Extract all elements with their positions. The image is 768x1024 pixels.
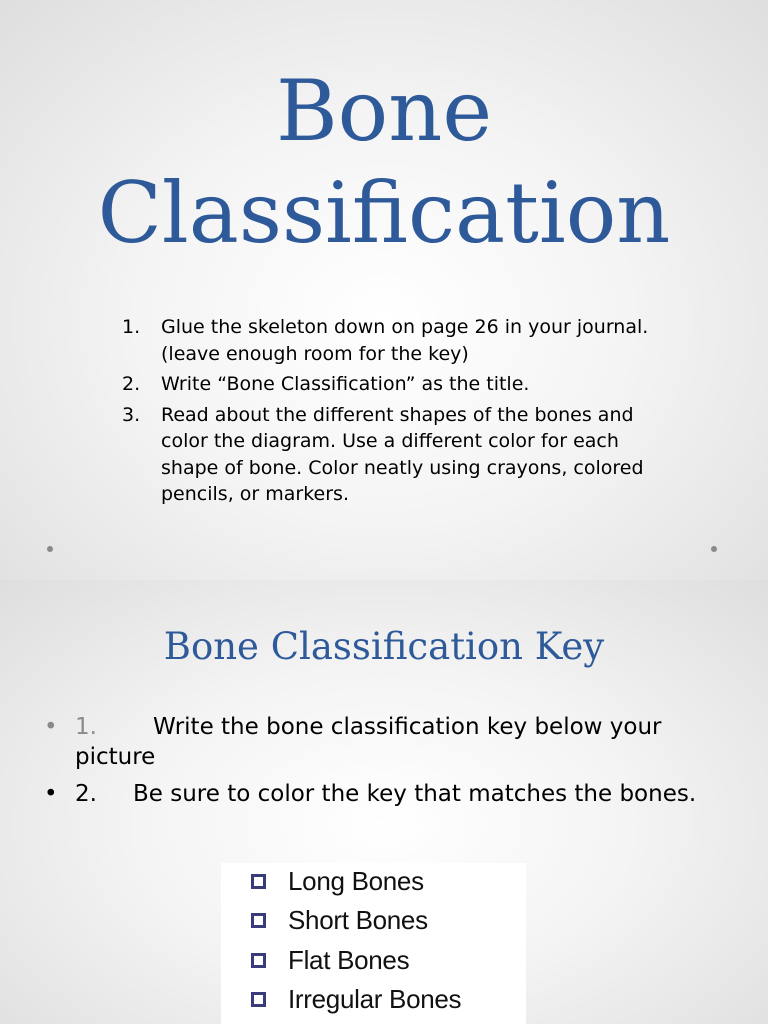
title-line-2: Classification xyxy=(97,164,671,262)
instruction-item xyxy=(120,314,660,367)
instruction-item xyxy=(120,371,660,398)
classification-key-box xyxy=(221,863,526,1024)
key-item-long-bones xyxy=(251,863,424,899)
instruction-text: Read about the different shapes of the bones and color the diagram. Use a different color for each shape of bone. Color neatly using crayons, colored pencils, or markers. xyxy=(161,403,644,505)
instruction-list xyxy=(120,314,660,512)
instruction-text: Glue the skeleton down on page 26 in your journal. (leave enough room for the key) xyxy=(161,316,649,365)
key-step-text: Write the bone classification key below your picture xyxy=(75,714,662,770)
checkbox-icon xyxy=(251,992,266,1007)
slide-bone-classification-key xyxy=(0,580,768,1024)
empty-bullet-right-icon xyxy=(711,546,717,552)
instruction-text: Write “Bone Classification” as the title. xyxy=(161,373,530,395)
checkbox-icon xyxy=(251,874,266,889)
key-slide-title: Bone Classification Key xyxy=(163,625,605,668)
key-item-label: Short Bones xyxy=(288,904,428,935)
key-item-label: Irregular Bones xyxy=(288,983,462,1014)
key-step-text: Be sure to color the key that matches the bones. xyxy=(133,781,697,807)
key-item-irregular-bones xyxy=(251,981,461,1017)
key-item-flat-bones xyxy=(251,942,409,978)
bullet-icon: • xyxy=(44,714,58,740)
instruction-number: 2. xyxy=(122,373,141,395)
key-step-list xyxy=(44,712,744,816)
bullet-icon: • xyxy=(44,781,58,807)
instruction-item xyxy=(120,402,660,508)
key-step-number: 2. xyxy=(75,781,97,807)
title-line-1: Bone xyxy=(275,62,493,160)
key-step-item xyxy=(44,779,744,809)
key-item-short-bones xyxy=(251,902,428,938)
slide-title xyxy=(0,60,768,264)
key-item-label: Long Bones xyxy=(288,865,424,896)
key-step-number: 1. xyxy=(75,714,97,740)
checkbox-icon xyxy=(251,913,266,928)
empty-bullet-left-icon xyxy=(47,546,53,552)
instruction-number: 1. xyxy=(122,316,141,338)
instruction-number: 3. xyxy=(122,403,141,426)
key-step-item xyxy=(44,712,744,772)
checkbox-icon xyxy=(251,953,266,968)
key-item-label: Flat Bones xyxy=(288,944,410,975)
